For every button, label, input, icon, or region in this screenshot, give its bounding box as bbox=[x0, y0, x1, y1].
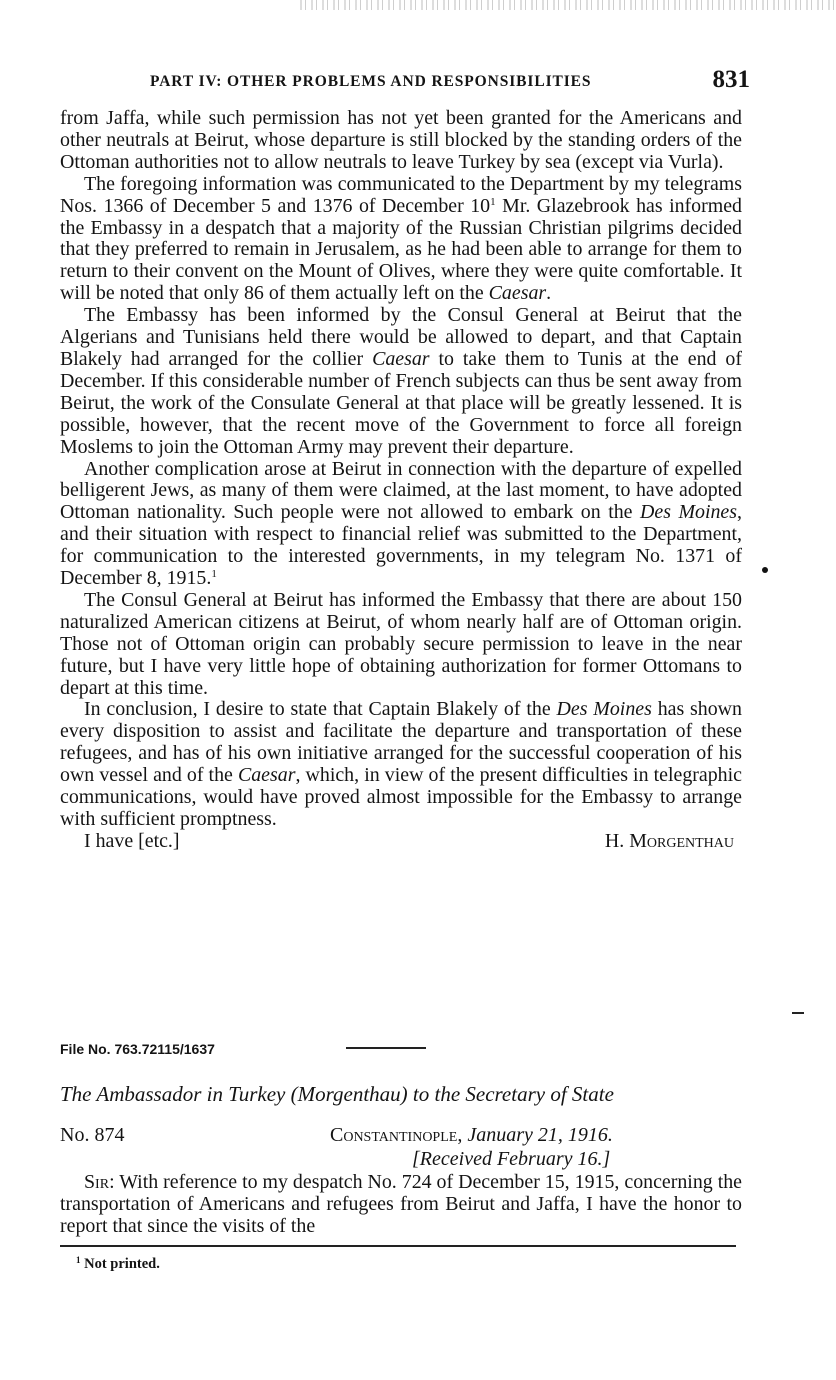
footnote bbox=[76, 1256, 160, 1273]
ship-name: Caesar bbox=[237, 764, 296, 787]
footnote-marker: 1 bbox=[490, 195, 496, 208]
footnote-marker: 1 bbox=[76, 1255, 81, 1265]
document-title: The Ambassador in Turkey (Morgenthau) to the Secretary of State bbox=[60, 1082, 614, 1106]
paragraph-text: , which, in view of the present difficulties in telegraphic communications, would have proved almost impossible for the Embassy to arrange with sufficient promptness. bbox=[60, 764, 742, 830]
scan-artifact bbox=[300, 0, 836, 10]
date: January 21, 1916. bbox=[462, 1124, 613, 1146]
scan-artifact bbox=[792, 1012, 804, 1014]
paragraph-text: , and their situation with respect to financial relief was submitted to the Department, for communication to the interested governments, in my telegram No. 1371 of December 8, 1915. bbox=[60, 501, 742, 590]
paragraph bbox=[60, 1172, 742, 1238]
ship-name: Caesar bbox=[488, 282, 547, 305]
closing: I have [etc.] bbox=[84, 829, 180, 852]
paragraph bbox=[60, 590, 742, 700]
paragraph bbox=[60, 459, 742, 590]
document-number: No. 874 bbox=[60, 1124, 125, 1146]
paragraph-text: : With reference to my despatch No. 724 of December 15, 1915, concerning the transportation of Americans and refugees from Beirut and Jaffa, I have the honor to report that since the visits of the bbox=[60, 1171, 742, 1237]
closing-line bbox=[60, 831, 742, 853]
paragraph-text: In conclusion, I desire to state that Captain Blakely of the bbox=[84, 698, 557, 721]
footnote-text: Not printed. bbox=[80, 1256, 160, 1272]
footnote-divider bbox=[60, 1245, 736, 1247]
ship-name: Caesar bbox=[372, 347, 430, 370]
paragraph bbox=[60, 305, 742, 458]
file-number: File No. 763.72115/1637 bbox=[60, 1041, 215, 1057]
scan-artifact bbox=[762, 567, 768, 573]
ship-name: Des Moines bbox=[556, 698, 652, 721]
footnote-marker: 1 bbox=[211, 568, 217, 581]
paragraph-text: The Embassy has been informed by the Consul General at Beirut that the Algerians and Tunisians held there would be allowed to depart, and that Captain Blakely had arranged for the collier bbox=[60, 304, 742, 370]
signature: H. Morgenthau bbox=[604, 829, 734, 852]
paragraph-text: to take them to Tunis at the end of December. If this considerable number of French subjects can thus be sent away from Beirut, the work of the Consulate General at that place will be greatly lessened. It is possible, however, that the recent move of the Government to force all foreign Moslems to join the Ottoman Army may prevent their departure. bbox=[60, 347, 742, 458]
received-date: [Received February 16.] bbox=[412, 1148, 611, 1170]
salutation: Sir bbox=[84, 1171, 110, 1193]
ship-name: Des Moines bbox=[640, 501, 738, 524]
paragraph-text: The Consul General at Beirut has informed the Embassy that there are about 150 naturalized American citizens at Beirut, of whom nearly half are of Ottoman origin. Those not of Ottoman origin can probably secure permission to leave in the near future, but I have very little hope of obtaining authorization for former Ottomans to depart at this time. bbox=[60, 588, 742, 699]
section-divider bbox=[346, 1047, 426, 1049]
paragraph-text: from Jaffa, while such permission has not yet been granted for the Americans and other neutrals at Beirut, whose departure is still blocked by the standing orders of the Ottoman authorities not to allow neutrals to leave Turkey by sea (except via Vurla). bbox=[60, 107, 742, 173]
paragraph-text: Mr. Glazebrook has informed the Embassy in a despatch that a majority of the Russian Christian pilgrims decided that they preferred to remain in Jerusalem, as he had been able to arrange for them to return to their convent on the Mount of Olives, where they were quite comfortable. It will be noted that only 86 of them actually left on the bbox=[60, 194, 742, 305]
body-text bbox=[60, 108, 742, 853]
paragraph-text: . bbox=[546, 282, 552, 305]
paragraph bbox=[60, 174, 742, 305]
paragraph-text: The foregoing information was communicated to the Department by my telegrams Nos. 1366 of December 5 and 1376 of December 10 bbox=[60, 172, 742, 217]
paragraph-text: has shown every disposition to assist and facilitate the departure and transportation of these refugees, and has of his own initiative arranged for the successful cooperation of his own vessel and of the bbox=[60, 698, 742, 787]
paragraph bbox=[60, 699, 742, 830]
running-head: PART IV: OTHER PROBLEMS AND RESPONSIBILITIES bbox=[150, 73, 592, 90]
page-number: 831 bbox=[712, 66, 750, 93]
place: Constantinople, bbox=[330, 1124, 463, 1146]
page-header bbox=[60, 66, 750, 100]
paragraph-text: Another complication arose at Beirut in connection with the departure of expelled belligerent Jews, as many of them were claimed, at the last moment, to have adopted Ottoman nationality. Such people were not allowed to embark on the bbox=[60, 457, 742, 524]
paragraph bbox=[60, 108, 742, 174]
dateline bbox=[330, 1124, 613, 1147]
letter-text bbox=[60, 1172, 742, 1238]
